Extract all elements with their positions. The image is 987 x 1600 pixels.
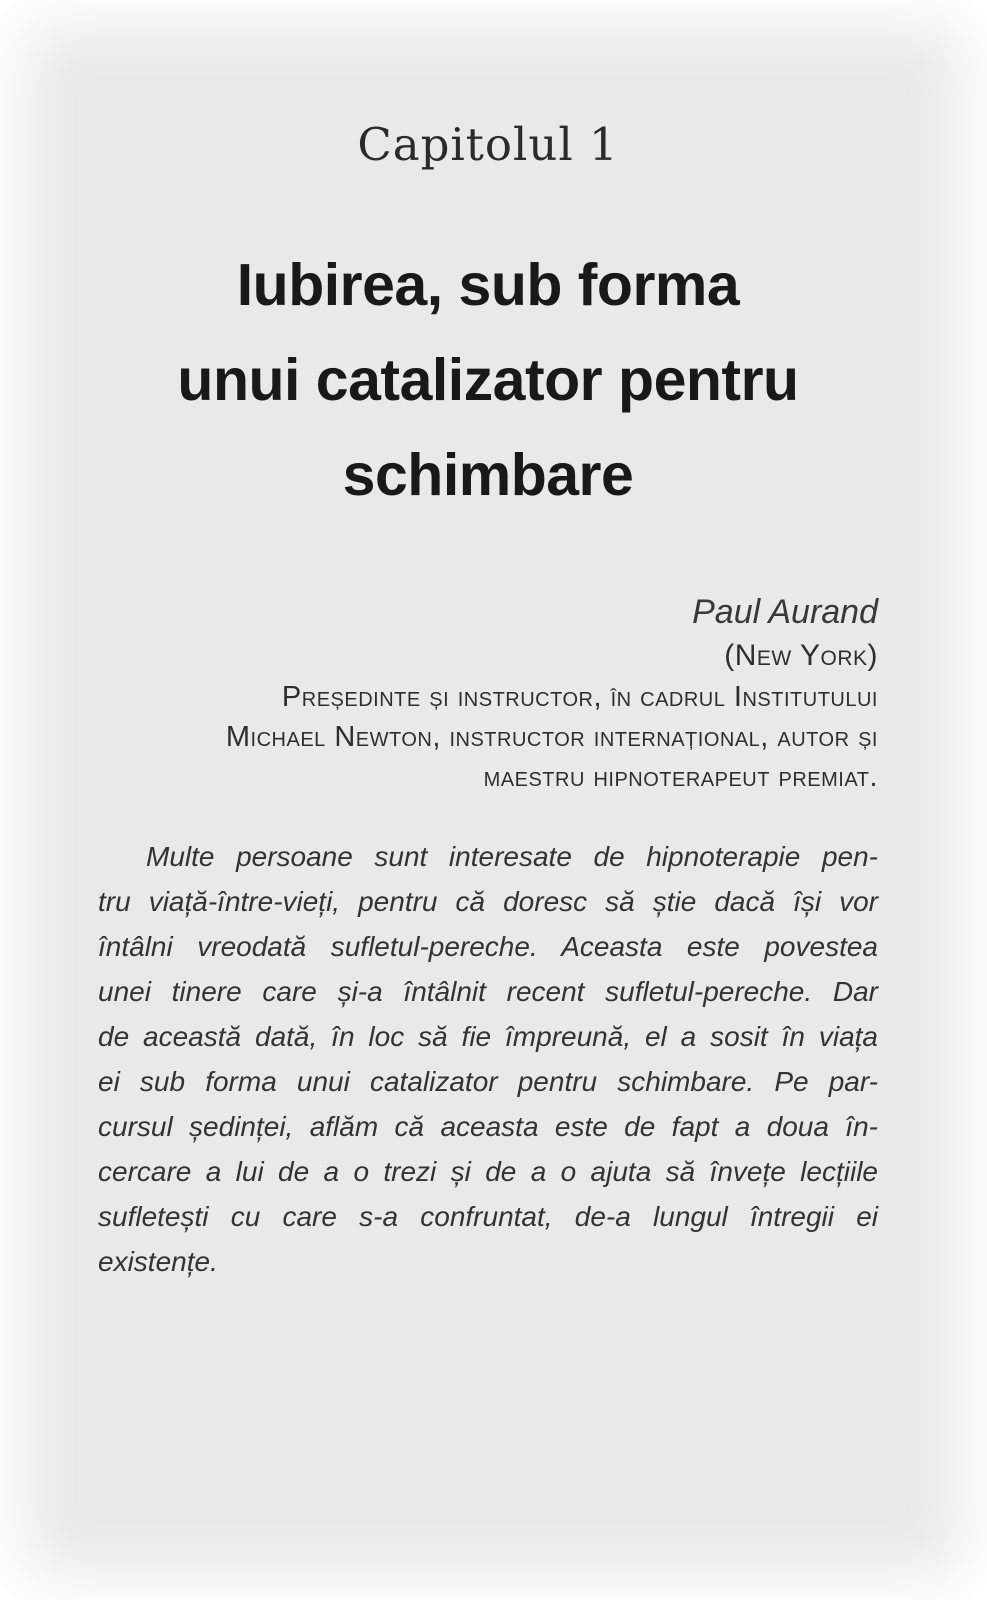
- paragraph-line: cursul ședinței, aflăm că aceasta este de fapt a doua în-: [98, 1111, 878, 1142]
- paragraph-line: sufletești cu care s-a confruntat, de-a lungul întregii ei: [98, 1201, 878, 1232]
- author-role-line: Președinte și instructor, în cadrul Institutului: [281, 681, 878, 713]
- chapter-title-line: schimbare: [342, 442, 634, 508]
- author-role-line: Michael Newton, instructor internațional, autor și: [225, 721, 878, 753]
- attribution-block: [98, 590, 878, 797]
- paragraph-line: unei tinere care și-a întâlnit recent sufletul-pereche. Dar: [98, 976, 878, 1007]
- chapter-title-line: unui catalizator pentru: [177, 347, 799, 413]
- chapter-title-line: Iubirea, sub forma: [236, 252, 740, 318]
- author-name: Paul Aurand: [692, 593, 878, 631]
- author-role-line: maestru hipnoterapeut premiat.: [483, 761, 878, 793]
- paragraph-line: cercare a lui de a o trezi și de a o ajuta să învețe lecțiile: [98, 1156, 878, 1187]
- chapter-heading: Capitolul 1: [357, 118, 619, 171]
- chapter-title: [98, 238, 878, 523]
- body-paragraph: [98, 834, 878, 1284]
- paragraph-line: Multe persoane sunt interesate de hipnoterapie pen-: [146, 841, 878, 872]
- paragraph-line: întâlni vreodată sufletul-pereche. Aceasta este povestea: [98, 931, 878, 962]
- paragraph-line: de această dată, în loc să fie împreună, el a sosit în viața: [98, 1021, 878, 1052]
- author-location: (New York): [724, 639, 878, 672]
- paragraph-line: tru viață-între-vieți, pentru că doresc să știe dacă își vor: [98, 886, 878, 917]
- paragraph-line: ei sub forma unui catalizator pentru schimbare. Pe par-: [98, 1066, 878, 1097]
- paragraph-line: existențe.: [98, 1246, 218, 1277]
